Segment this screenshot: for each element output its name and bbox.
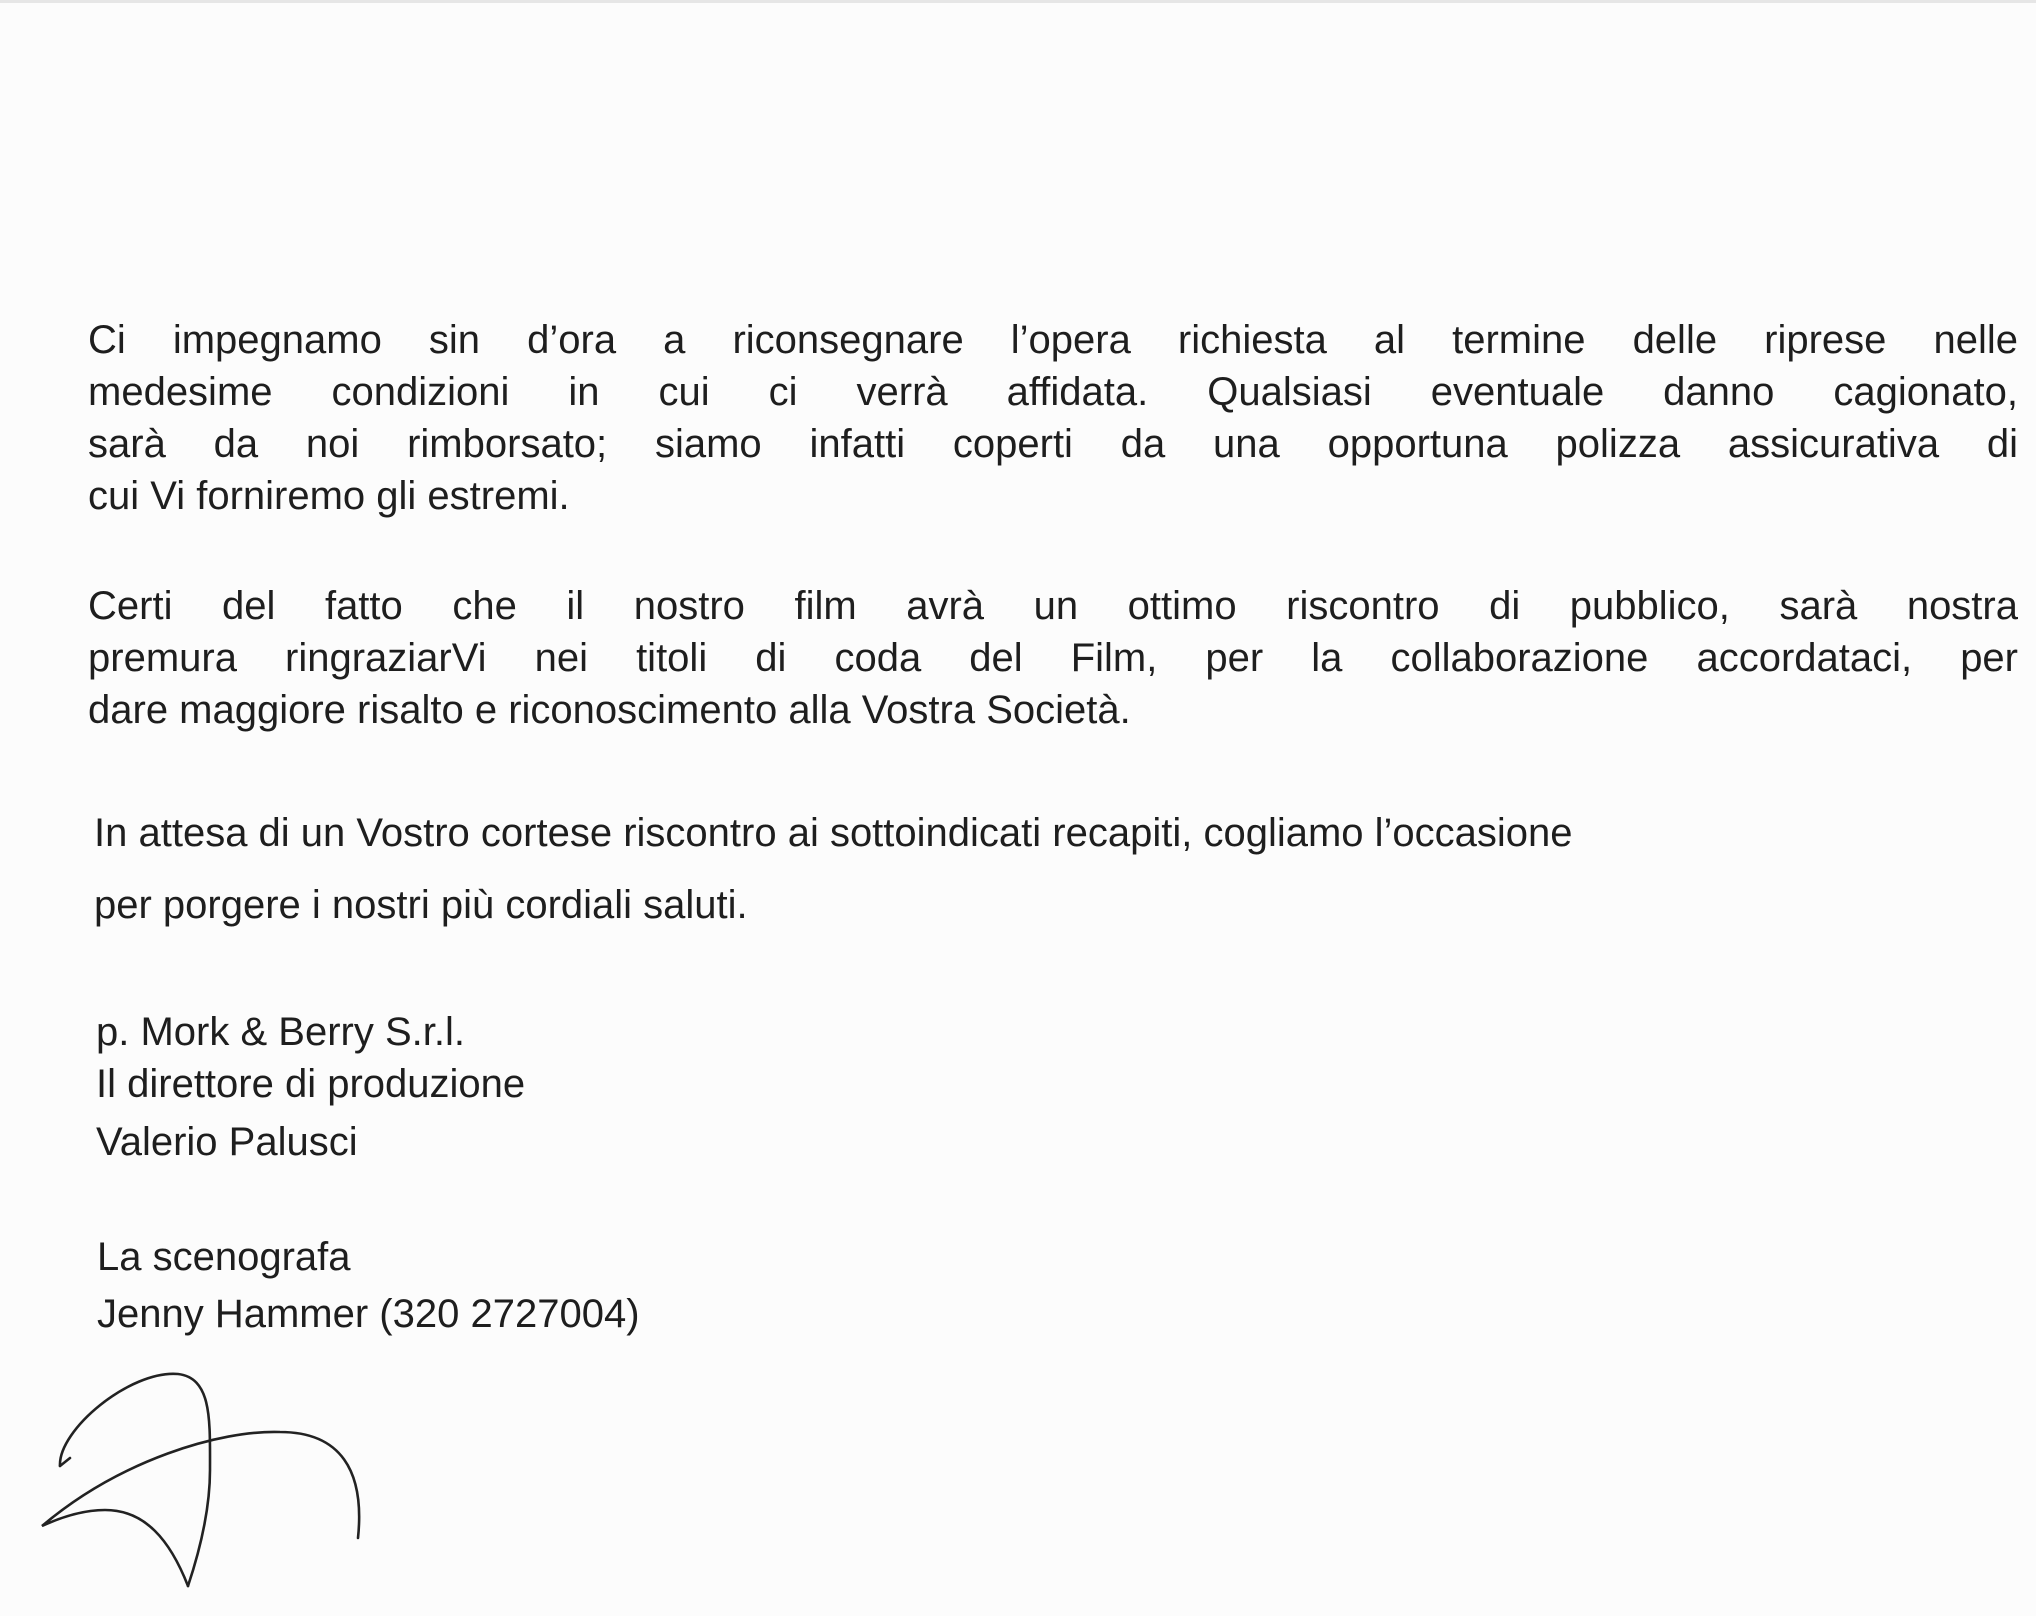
company-name: p. Mork & Berry S.r.l. — [96, 1010, 465, 1054]
text-line: sarà da noi rimborsato; siamo infatti coperti da una opportuna polizza assicurativa di — [88, 422, 2018, 466]
text-line: per porgere i nostri più cordiali saluti. — [94, 883, 748, 927]
contact-name-phone: Jenny Hammer (320 2727004) — [97, 1292, 640, 1336]
text-line: cui Vi forniremo gli estremi. — [88, 474, 570, 518]
text-line: Ci impegnamo sin d’ora a riconsegnare l’opera richiesta al termine delle riprese nelle — [88, 318, 2018, 362]
text-line: medesime condizioni in cui ci verrà affidata. Qualsiasi eventuale danno cagionato, — [88, 370, 2018, 414]
signature-stroke — [60, 1374, 210, 1586]
signer-role: Il direttore di produzione — [96, 1062, 526, 1106]
text-line: In attesa di un Vostro cortese riscontro ai sottoindicati recapiti, cogliamo l’occasione — [94, 811, 1573, 855]
signature-stroke — [42, 1432, 359, 1586]
signer-name: Valerio Palusci — [96, 1120, 358, 1164]
contact-role: La scenografa — [97, 1235, 351, 1279]
text-line: premura ringraziarVi nei titoli di coda del Film, per la collaborazione accordataci, per — [88, 636, 2018, 680]
text-line: dare maggiore risalto e riconoscimento alla Vostra Società. — [88, 688, 1131, 732]
text-line: Certi del fatto che il nostro film avrà un ottimo riscontro di pubblico, sarà nostra — [88, 584, 2018, 628]
